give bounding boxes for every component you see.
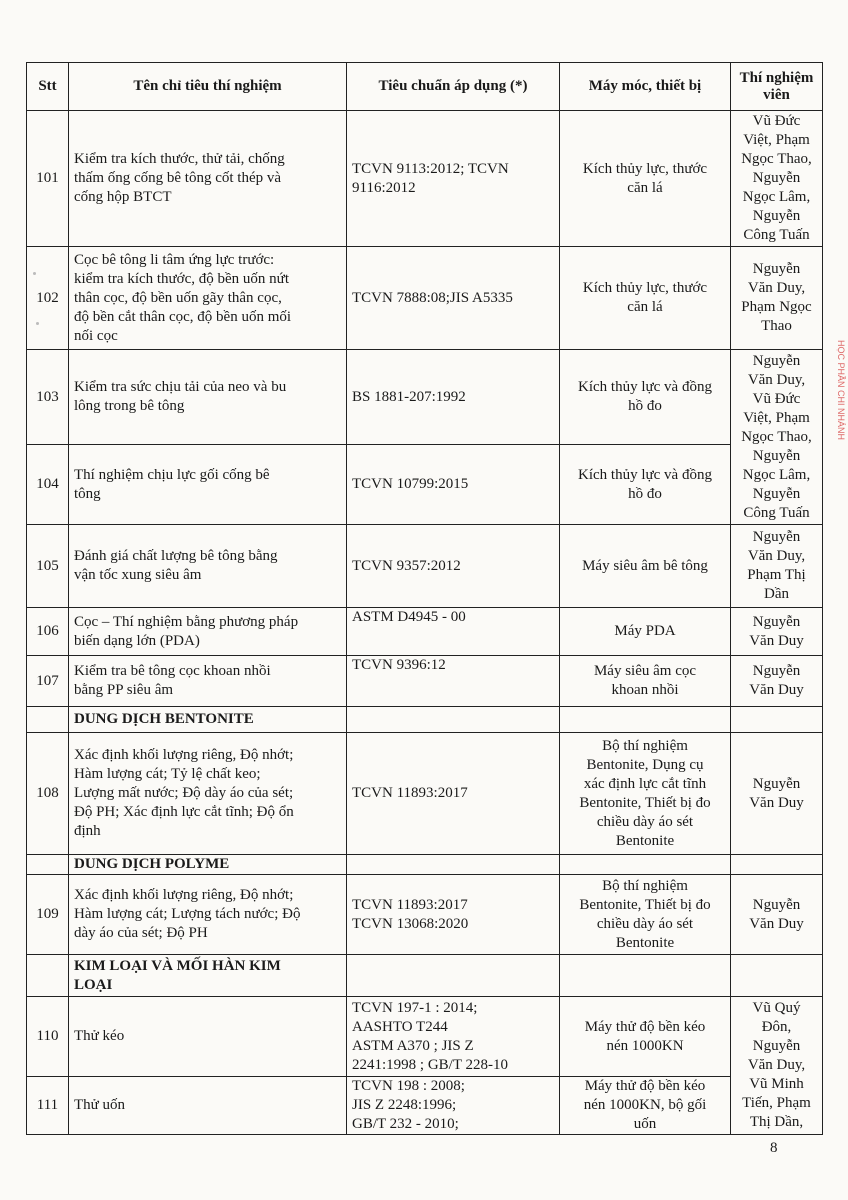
red-stamp-mark: HỌC PHẦN CHI NHÁNH: [836, 340, 846, 441]
table-row: [27, 733, 823, 855]
row-number: 103: [27, 350, 69, 445]
table-row: [27, 997, 823, 1077]
equipment: Máy PDA: [560, 608, 731, 656]
table-row: [27, 656, 823, 707]
equipment: Kích thủy lực, thước căn lá: [560, 111, 731, 247]
test-name: Thử kéo: [69, 997, 347, 1077]
standard: TCVN 9396:12: [347, 656, 560, 707]
scan-speck: [33, 272, 36, 275]
standard: TCVN 11893:2017: [347, 733, 560, 855]
standard: TCVN 11893:2017 TCVN 13068:2020: [347, 875, 560, 955]
standard: TCVN 9113:2012; TCVN 9116:2012: [347, 111, 560, 247]
table-row: [27, 247, 823, 350]
standard: TCVN 10799:2015: [347, 445, 560, 525]
test-name: Kiểm tra sức chịu tải của neo và bu lông trong bê tông: [69, 350, 347, 445]
row-number: 111: [27, 1077, 69, 1135]
table-row: [27, 350, 823, 445]
row-number: 102: [27, 247, 69, 350]
table-row: [27, 1077, 823, 1135]
equipment: Kích thủy lực và đồng hồ đo: [560, 350, 731, 445]
test-name: Đánh giá chất lượng bê tông bằng vận tốc xung siêu âm: [69, 525, 347, 608]
equipment: Máy siêu âm bê tông: [560, 525, 731, 608]
standard: TCVN 197-1 : 2014; AASHTO T244 ASTM A370 ; JIS Z 2241:1998 ; GB/T 228-10: [347, 997, 560, 1077]
test-name: Xác định khối lượng riêng, Độ nhớt; Hàm lượng cát; Lượng tách nước; Độ dày áo của sét; Độ PH: [69, 875, 347, 955]
section-row: [27, 855, 823, 875]
equipment: Kích thủy lực và đồng hồ đo: [560, 445, 731, 525]
standard: TCVN 198 : 2008; JIS Z 2248:1996; GB/T 232 - 2010;: [347, 1077, 560, 1135]
equipment: Bộ thí nghiệm Bentonite, Thiết bị đo chiều dày áo sét Bentonite: [560, 875, 731, 955]
test-name: Kiểm tra bê tông cọc khoan nhồi bằng PP siêu âm: [69, 656, 347, 707]
equipment: Máy thử độ bền kéo nén 1000KN: [560, 997, 731, 1077]
row-number: 104: [27, 445, 69, 525]
table-row: [27, 111, 823, 247]
scan-speck: [36, 322, 39, 325]
header-personnel: Thí nghiệm viên: [731, 63, 823, 111]
table-header-row: [27, 63, 823, 111]
personnel: Nguyễn Văn Duy, Phạm Ngọc Thao: [731, 247, 823, 350]
table-row: [27, 445, 823, 525]
standard: TCVN 7888:08;JIS A5335: [347, 247, 560, 350]
row-number: 110: [27, 997, 69, 1077]
header-standard: Tiêu chuẩn áp dụng (*): [347, 63, 560, 111]
personnel: Vũ Đức Việt, Phạm Ngọc Thao, Nguyễn Ngọc Lâm, Nguyễn Công Tuấn: [731, 111, 823, 247]
section-row: [27, 955, 823, 997]
standard: ASTM D4945 - 00: [347, 608, 560, 656]
header-stt: Stt: [27, 63, 69, 111]
row-number: 108: [27, 733, 69, 855]
row-number: 106: [27, 608, 69, 656]
equipment: Bộ thí nghiệm Bentonite, Dụng cụ xác định lực cắt tĩnh Bentonite, Thiết bị đo chiều dày áo sét Bentonite: [560, 733, 731, 855]
row-number: 109: [27, 875, 69, 955]
standard: TCVN 9357:2012: [347, 525, 560, 608]
table-row: [27, 875, 823, 955]
equipment: Máy thử độ bền kéo nén 1000KN, bộ gối uốn: [560, 1077, 731, 1135]
row-number: 107: [27, 656, 69, 707]
personnel: Nguyễn Văn Duy: [731, 875, 823, 955]
test-name: Thí nghiệm chịu lực gối cống bê tông: [69, 445, 347, 525]
table-row: [27, 608, 823, 656]
personnel: Vũ Quý Đôn, Nguyễn Văn Duy, Vũ Minh Tiến, Phạm Thị Dần,: [731, 997, 823, 1135]
header-test-name: Tên chỉ tiêu thí nghiệm: [69, 63, 347, 111]
lab-test-table: [26, 62, 823, 1135]
row-number: 101: [27, 111, 69, 247]
test-name: Xác định khối lượng riêng, Độ nhớt; Hàm lượng cát; Tỷ lệ chất keo; Lượng mất nước; Độ dày áo của sét; Độ PH; Xác định lực cắt tĩnh; Độ ổn định: [69, 733, 347, 855]
header-equipment: Máy móc, thiết bị: [560, 63, 731, 111]
personnel: Nguyễn Văn Duy, Vũ Đức Việt, Phạm Ngọc Thao, Nguyễn Ngọc Lâm, Nguyễn Công Tuấn: [731, 350, 823, 525]
test-name: Kiểm tra kích thước, thử tải, chống thấm ống cống bê tông cốt thép và cống hộp BTCT: [69, 111, 347, 247]
test-name: Cọc bê tông li tâm ứng lực trước: kiểm tra kích thước, độ bền uốn nứt thân cọc, độ bền uốn gãy thân cọc, độ bền cắt thân cọc, độ bền uốn mối nối cọc: [69, 247, 347, 350]
standard: BS 1881-207:1992: [347, 350, 560, 445]
personnel: Nguyễn Văn Duy, Phạm Thị Dần: [731, 525, 823, 608]
equipment: Máy siêu âm cọc khoan nhồi: [560, 656, 731, 707]
section-title: DUNG DỊCH POLYME: [69, 855, 347, 875]
personnel: Nguyễn Văn Duy: [731, 733, 823, 855]
table-row: [27, 525, 823, 608]
personnel: Nguyễn Văn Duy: [731, 656, 823, 707]
test-name: Thử uốn: [69, 1077, 347, 1135]
page-number: 8: [770, 1140, 778, 1156]
test-name: Cọc – Thí nghiệm bằng phương pháp biến dạng lớn (PDA): [69, 608, 347, 656]
section-title: KIM LOẠI VÀ MỐI HÀN KIM LOẠI: [69, 955, 347, 997]
equipment: Kích thủy lực, thước căn lá: [560, 247, 731, 350]
section-title: DUNG DỊCH BENTONITE: [69, 707, 347, 733]
personnel: Nguyễn Văn Duy: [731, 608, 823, 656]
section-row: [27, 707, 823, 733]
row-number: 105: [27, 525, 69, 608]
